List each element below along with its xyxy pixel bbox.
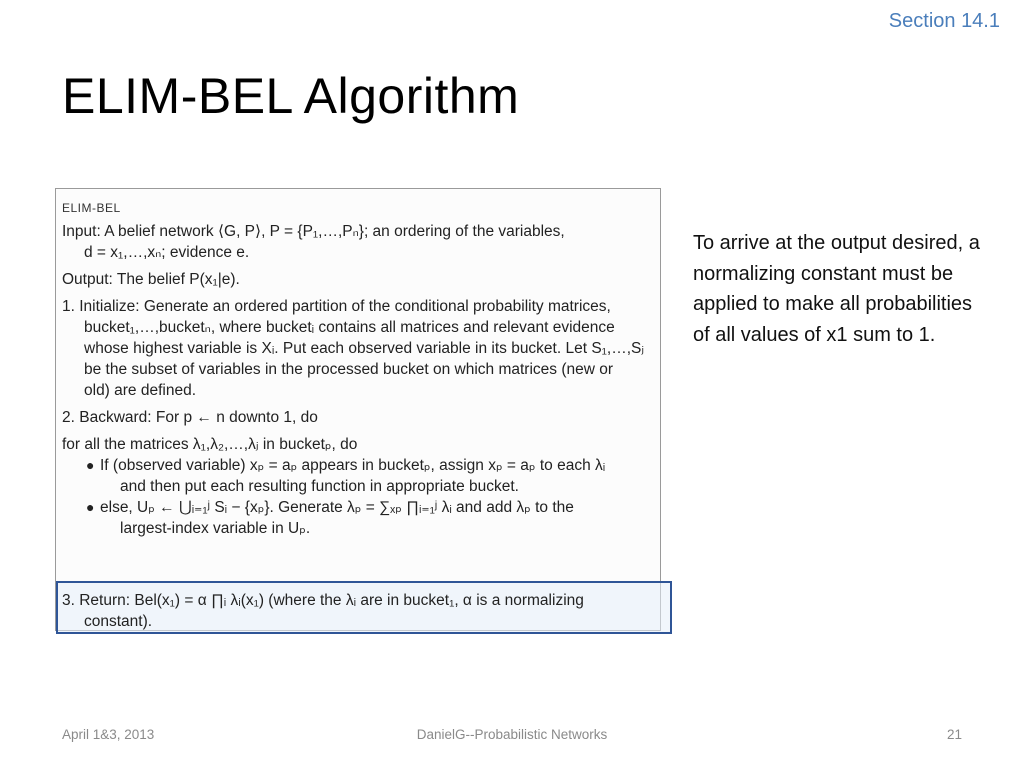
algorithm-line: Output: The belief P(x₁|e).	[62, 271, 240, 288]
algorithm-bullet-cont: largest-index variable in Uₚ.	[120, 520, 311, 537]
algorithm-line: 1. Initialize: Generate an ordered partition of the conditional probability matrices,	[62, 298, 611, 315]
footer-date: April 1&3, 2013	[62, 727, 155, 742]
return-step-highlight	[56, 581, 672, 634]
bullet-text: else, Uₚ ← ⋃ᵢ₌₁ʲ Sᵢ − {xₚ}. Generate λₚ = ∑ₓₚ ∏ᵢ₌₁ʲ λᵢ and add λₚ to the	[100, 499, 574, 516]
algorithm-line: 2. Backward: For p ← n downto 1, do	[62, 409, 318, 426]
algorithm-bullet-cont: and then put each resulting function in appropriate bucket.	[120, 478, 519, 495]
algorithm-figure	[55, 188, 661, 631]
algorithm-bullet	[62, 497, 654, 518]
algorithm-line: be the subset of variables in the processed bucket on which matrices (new or	[84, 361, 613, 378]
bullet-icon: ●	[86, 499, 95, 515]
section-tag: Section 14.1	[888, 10, 1000, 32]
footer-title: DanielG--Probabilistic Networks	[416, 727, 608, 742]
algorithm-bullet	[62, 455, 654, 476]
algorithm-line: Input: A belief network ⟨G, P⟩, P = {P₁,…,Pₙ}; an ordering of the variables,	[62, 223, 565, 240]
algorithm-line: for all the matrices λ₁,λ₂,…,λⱼ in bucketₚ, do	[62, 436, 358, 453]
algorithm-line: d = x₁,…,xₙ; evidence e.	[84, 244, 250, 261]
algorithm-line: whose highest variable is Xᵢ. Put each observed variable in its bucket. Let S₁,…,Sⱼ	[84, 340, 645, 357]
return-line: 3. Return: Bel(x₁) = α ∏ᵢ λᵢ(x₁) (where the λᵢ are in bucket₁, α is a normalizing	[62, 592, 584, 609]
algorithm-line: old) are defined.	[84, 382, 197, 399]
return-line: constant).	[84, 613, 153, 630]
slide-title: ELIM-BEL Algorithm	[62, 68, 520, 124]
bullet-icon: ●	[86, 457, 95, 473]
algorithm-header: ELIM-BEL	[62, 201, 121, 215]
side-explanation: To arrive at the output desired, a normalizing constant must be applied to make all probabilities of all values of x1 sum to 1.	[693, 232, 980, 346]
bullet-text: If (observed variable) xₚ = aₚ appears in bucketₚ, assign xₚ = aₚ to each λᵢ	[100, 457, 606, 474]
algorithm-body	[62, 221, 654, 539]
slide-number: 21	[946, 727, 962, 742]
algorithm-line: bucket₁,…,bucketₙ, where bucketᵢ contains all matrices and relevant evidence	[84, 319, 615, 336]
